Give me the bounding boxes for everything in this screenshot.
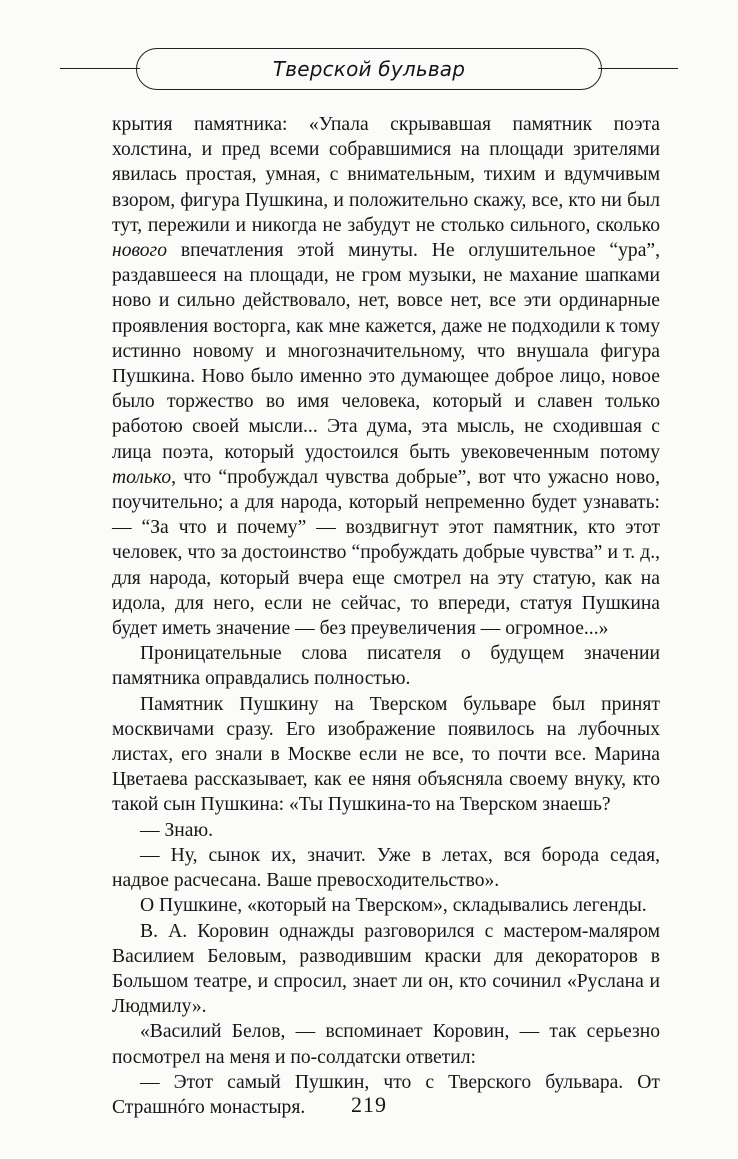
emphasis-tolko: только [112,466,172,488]
paragraph-1 [112,112,660,641]
header-rule-left [60,68,140,69]
paragraph-6: О Пушкине, «который на Тверском», складывались легенды. [140,895,647,917]
paragraph-4: — Знаю. [140,819,214,841]
page-number: 219 [351,1092,387,1117]
paragraph-2: Проницательные слова писателя о будущем значении памятника оправдались полностью. [112,643,660,690]
page-body [112,112,660,1120]
emphasis-novogo: нового [112,240,168,262]
paragraph-7: В. А. Коровин однажды разговорился с мастером-маляром Василием Беловым, разводившим краски для декораторов в Большом театре, и спросил, знает ли он, кто сочинил «Руслана и Людмилу». [112,920,660,1018]
paragraph-1-part-b: впечатления этой минуты. Не оглушительное “ура”, раздавшееся на площади, не гром музыки, не махание шапками ново и сильно действовало, нет, вовсе нет, все эти ординарные проявления восторга, как мне кажется, даже не подходили к тому истинно новому и многозначительному, что внушала фигура Пушкина. Ново было именно это думающее доброе лицо, новое было торжество во имя человека, который и славен только работою своей мысли... Эта дума, эта мысль, не сходившая с лица поэта, который удостоился быть увековеченным потому [112,240,660,463]
paragraph-1-part-a: крытия памятника: «Упала скрывавшая памятник поэта холстина, и пред всеми собравшимися на площади зрителями явилась простая, умная, с внимательным, тихим и вдумчивым взором, фигура Пушкина, и положительно скажу, все, кто ни был тут, пережили и никогда не забудут не столько сильного, сколько [112,114,660,236]
paragraph-8: «Василий Белов, — вспоминает Коровин, — так серьезно посмотрел на меня и по-солдатски ответил: [112,1021,660,1068]
paragraph-3: Памятник Пушкину на Тверском бульваре был принят москвичами сразу. Его изображение появилось на лубочных листах, его знали в Москве если не все, то почти все. Марина Цветаева рассказывает, как ее няня объясняла своему внуку, кто такой сын Пушкина: «Ты Пушкина-то на Тверском знаешь? [112,693,660,816]
paragraph-1-part-c: , что “пробуждал чувства добрые”, вот что ужасно ново, поучительно; а для народа, который непременно будет узнавать: — “За что и почему” — воздвигнут этот памятник, кто этот человек, что за достоинство “пробуждать добрые чувства” и т. д., для народа, который вчера еще смотрел на эту статую, как на идола, для него, если не сейчас, то впереди, статуя Пушкина будет иметь значение — без преувеличения — огромное...» [112,466,660,640]
header-rule-right [598,68,678,69]
header-oval-frame [136,48,602,90]
running-title: Тверской бульвар [272,57,466,81]
paragraph-5: — Ну, сынок их, значит. Уже в летах, вся борода седая, надвое расчесана. Ваше превосходительство». [112,844,660,892]
running-header [60,44,678,94]
paragraph-9: — Этот самый Пушкин, что с Тверского бульвара. От Страшнóго монастыря. [112,1071,660,1118]
